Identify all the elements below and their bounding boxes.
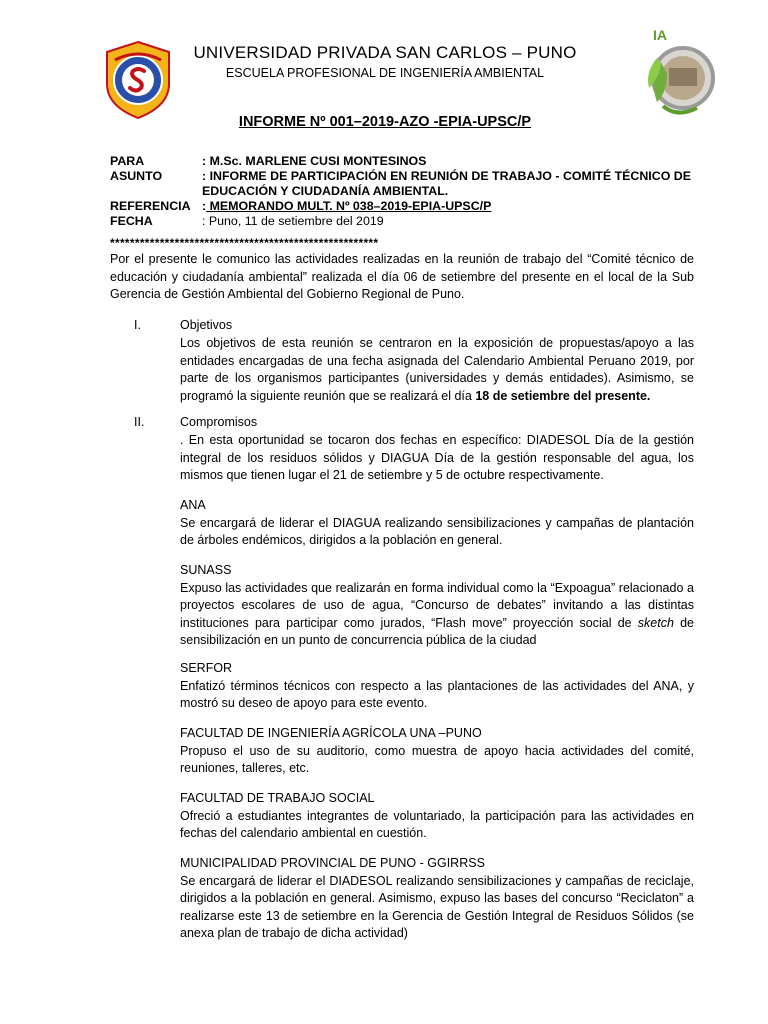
- section-number: I.: [134, 318, 141, 332]
- section-paragraph: . En esta oportunidad se tocaron dos fechas en específico: DIADESOL Día de la gestión integral de los residuos sólidos y DIAGUA Día de la gestión responsable del agua, los mismos que tienen lugar el 21 de setiembre y 5 de octubre respectivamente.: [180, 433, 694, 483]
- entity-sunass: [180, 562, 694, 650]
- entity-name: FACULTAD DE TRABAJO SOCIAL: [180, 791, 375, 805]
- meta-fecha: [110, 214, 700, 229]
- meta-asunto: [110, 169, 700, 199]
- separator-line: ******************************************************: [110, 236, 379, 250]
- entity-text: Se encargará de liderar el DIAGUA realizando sensibilizaciones y campañas de plantación de árboles endémicos, dirigidos a la población en general.: [180, 515, 694, 548]
- entity-text: Enfatizó términos técnicos con respecto a las plantaciones de las actividades del ANA, y mostró su deseo de apoyo para este evento.: [180, 678, 694, 711]
- entity-name: FACULTAD DE INGENIERÍA AGRÍCOLA UNA –PUNO: [180, 726, 482, 740]
- university-name: UNIVERSIDAD PRIVADA SAN CARLOS – PUNO: [193, 43, 577, 62]
- referencia-text: MEMORANDO MULT. Nº 038–2019-EPIA-UPSC/P: [206, 199, 492, 213]
- school-name: ESCUELA PROFESIONAL DE INGENIERÍA AMBIENTAL: [225, 66, 545, 80]
- entity-text: Propuso el uso de su auditorio, como muestra de apoyo hacia actividades del comité, reuniones, talleres, etc.: [180, 743, 694, 776]
- entity-municipalidad: [180, 855, 694, 943]
- sunass-text-a: Expuso las actividades que realizarán en forma individual como la “Expoagua” relacionado a proyectos escolares de uso de agua, “Concurso de debates” invitando a las distintas instituciones para participar como jurados, “Flash move” proyección social de: [180, 580, 694, 630]
- entity-name: SUNASS: [180, 563, 232, 577]
- entity-text: Se encargará de liderar el DIADESOL realizando sensibilizaciones y campañas de reciclaje, dirigidos a la población en general. Asimismo, expuso las bases del concurso “Reciclaton” a realizarse este 13 de setiembre en la Gerencia de Gestión Integral de Residuos Sólidos (se anexa plan de trabajo de dicha actividad): [180, 873, 694, 941]
- asunto-line-2: EDUCACIÓN Y CIUDADANÍA AMBIENTAL.: [202, 184, 449, 198]
- section-paragraph: [180, 335, 694, 405]
- intro-paragraph: Por el presente le comunico las actividades realizadas en la reunión de trabajo del “Comité técnico de educación y ciudadanía ambiental” realizada el día 06 de setiembre del presente en el local de la Sub Gerencia de Gestión Ambiental del Gobierno Regional de Puno.: [110, 252, 694, 302]
- para-label: PARA: [110, 154, 145, 168]
- objetivos-text: Los objetivos de esta reunión se centraron en la exposición de propuestas/apoyo a las entidades encargadas de una fecha asignada del Calendario Ambiental Peruano 2019, por parte de los organismos participantes (universidades y demás entidades). Asimismo, se programó la siguiente reunión que se realizará el día: [180, 336, 694, 403]
- memo-meta: [110, 154, 700, 229]
- entity-serfor: [180, 660, 694, 713]
- asunto-line-1: : INFORME DE PARTICIPACIÓN EN REUNIÓN DE TRABAJO - COMITÉ TÉCNICO DE: [202, 169, 691, 183]
- referencia-colon: :: [202, 199, 207, 213]
- asunto-value: [202, 169, 700, 199]
- entity-name: MUNICIPALIDAD PROVINCIAL DE PUNO - GGIRRSS: [180, 856, 485, 870]
- asunto-label: ASUNTO: [110, 169, 163, 183]
- entity-text: Ofreció a estudiantes integrantes de voluntariado, la participación para las actividades en fechas del calendario ambiental en cuestión.: [180, 808, 694, 841]
- entity-name: SERFOR: [180, 661, 233, 675]
- entity-ana: [180, 497, 694, 550]
- section-heading: Compromisos: [180, 415, 258, 429]
- svg-text:IA: IA: [653, 27, 667, 43]
- objetivos-date: 18 de setiembre del presente.: [475, 388, 651, 403]
- entity-facultad-agricola: [180, 725, 694, 778]
- referencia-label: REFERENCIA: [110, 199, 191, 213]
- entity-text: [180, 580, 694, 650]
- entity-name: ANA: [180, 498, 206, 512]
- report-title: INFORME Nº 001–2019-AZO -EPIA-UPSC/P: [238, 114, 532, 130]
- meta-para: [110, 154, 700, 169]
- section-number: II.: [134, 415, 145, 429]
- sunass-text-b: de sensibilización en un punto de concurrencia pública de la ciudad: [180, 615, 695, 648]
- referencia-value: [202, 199, 700, 214]
- meta-referencia: [110, 199, 700, 214]
- entity-facultad-trabajo-social: [180, 790, 694, 843]
- sunass-italic: sketch: [637, 615, 674, 630]
- fecha-value: : Puno, 11 de setiembre del 2019: [202, 214, 384, 228]
- engineering-emblem-logo: [643, 22, 717, 128]
- fecha-label: FECHA: [110, 214, 153, 228]
- para-value: : M.Sc. MARLENE CUSI MONTESINOS: [202, 154, 427, 168]
- section-heading: Objetivos: [180, 318, 233, 332]
